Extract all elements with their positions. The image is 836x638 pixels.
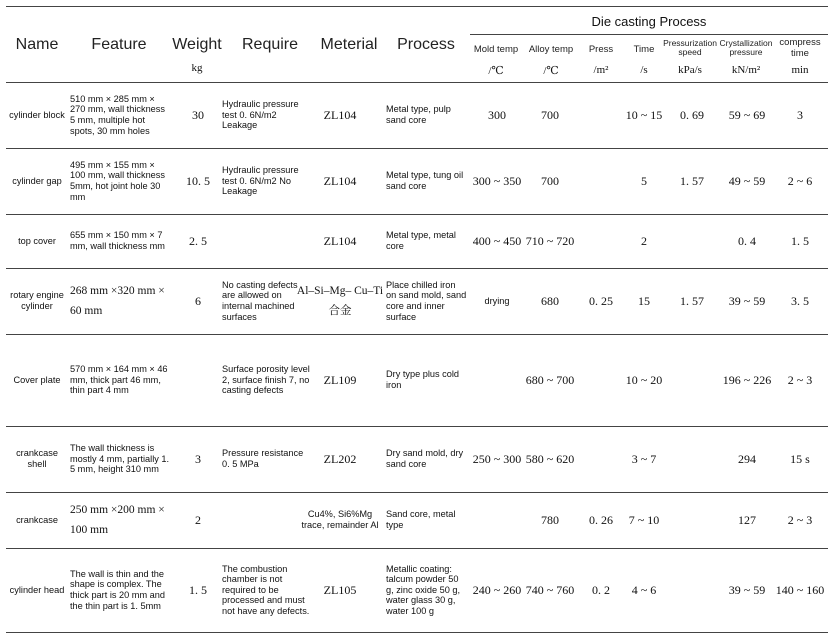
cell-feature: 495 mm × 155 mm × 100 mm, wall thickness 5mm, hot joint hole 30 mm [70, 159, 165, 202]
cell-feature: 510 mm × 285 mm × 270 mm, wall thickness 5 mm, multiple hot spots, 30 mm holes [70, 93, 165, 136]
cell-require: The combustion chamber is not required to be processed and must not have any defects. [222, 563, 310, 616]
cell-process: Metallic coating: talcum powder 50 g, zinc oxide 50 g, water glass 30 g, water 100 g [386, 563, 461, 616]
cell-crystallization-pressure: 127 [738, 512, 756, 527]
cell-alloy-temp: 710 ~ 720 [525, 233, 575, 248]
cell-mold-temp: drying [484, 295, 510, 306]
cell-material: ZL105 [323, 582, 357, 597]
cell-material: ZL109 [323, 372, 357, 387]
cell-name: cylinder block [9, 109, 65, 120]
header-compress-time-unit: min [791, 64, 809, 76]
sub-header-border [470, 34, 828, 35]
cell-compress-time: 2 ~ 3 [787, 372, 813, 387]
cell-time: 2 [641, 233, 647, 248]
cell-material: ZL104 [323, 107, 357, 122]
cell-compress-time: 3. 5 [791, 293, 809, 308]
cell-require: Hydraulic pressure test 0. 6N/m2 No Leakage [222, 165, 299, 197]
cell-alloy-temp: 780 [541, 512, 559, 527]
header-feature: Feature [91, 36, 147, 53]
cell-weight: 6 [195, 293, 201, 308]
cell-alloy-temp: 580 ~ 620 [525, 451, 575, 466]
cell-pressurization-speed: 1. 57 [680, 173, 704, 188]
cell-name: cylinder gap [12, 175, 62, 186]
top-border [6, 6, 828, 7]
cell-pressurization-speed [664, 214, 720, 268]
cell-mold-temp: 400 ~ 450 [472, 233, 522, 248]
cell-compress-time: 15 s [790, 451, 810, 466]
cell-process: Metal type, metal core [386, 230, 456, 251]
cell-alloy-temp: 680 [541, 293, 559, 308]
cell-time: 4 ~ 6 [631, 582, 657, 597]
cell-alloy-temp: 700 [541, 107, 559, 122]
cell-time: 10 ~ 20 [625, 372, 663, 387]
cell-weight: 2. 5 [189, 233, 207, 248]
header-time-unit: /s [640, 64, 648, 76]
cell-feature: 655 mm × 150 mm × 7 mm, wall thickness mm [70, 230, 165, 251]
cell-name: crankcase shell [16, 448, 58, 469]
cell-feature: 570 mm × 164 mm × 46 mm, thick part 46 mm, thin part 4 mm [70, 364, 168, 396]
header-press-unit: /m² [593, 64, 609, 76]
header-crystallization-pressure-unit: kN/m² [731, 64, 761, 76]
cell-material: ZL202 [323, 451, 357, 466]
cell-compress-time: 140 ~ 160 [775, 582, 825, 597]
cell-pressurization-speed [664, 426, 720, 492]
header-pressurization-speed: Pressurization speed [663, 37, 717, 57]
cell-compress-time: 1. 5 [791, 233, 809, 248]
cell-mold-temp: 240 ~ 260 [472, 582, 522, 597]
cell-feature: 250 mm ×200 mm × 100 mm [70, 504, 165, 536]
cell-press: 0. 26 [589, 512, 613, 527]
cell-weight: 1. 5 [189, 582, 207, 597]
cell-pressurization-speed [664, 492, 720, 548]
cell-material: Cu4%, Si6%Mg trace, remainder Al [301, 509, 379, 530]
header-process: Process [397, 36, 455, 53]
cell-compress-time: 3 [797, 107, 803, 122]
cell-name: rotary engine cylinder [10, 290, 64, 311]
cell-press: 0. 2 [592, 582, 610, 597]
cell-crystallization-pressure: 49 ~ 59 [728, 173, 766, 188]
cell-feature: The wall thickness is mostly 4 mm, partially 1. 5 mm, height 310 mm [70, 443, 170, 475]
cell-material: Al–Si–Mg– Cu–Ti 合金 [296, 285, 384, 317]
header-alloy-temp-unit: /℃ [543, 64, 559, 77]
cell-alloy-temp: 740 ~ 760 [525, 582, 575, 597]
cell-process: Sand core, metal type [386, 509, 456, 530]
cell-time: 3 ~ 7 [631, 451, 657, 466]
cell-weight: 3 [195, 451, 201, 466]
cell-mold-temp: 300 ~ 350 [472, 173, 522, 188]
cell-require: Hydraulic pressure test 0. 6N/m2 Leakage [222, 99, 299, 131]
cell-time: 7 ~ 10 [628, 512, 660, 527]
cell-mold-temp: 250 ~ 300 [472, 451, 522, 466]
cell-pressurization-speed [664, 548, 720, 632]
cell-crystallization-pressure: 39 ~ 59 [728, 582, 766, 597]
cell-name: top cover [18, 235, 56, 246]
cell-require: Surface porosity level 2, surface finish 7, no casting defects [222, 364, 310, 396]
cell-weight: 2 [195, 512, 201, 527]
cell-pressurization-speed [664, 334, 720, 426]
cell-require: Pressure resistance 0. 5 MPa [222, 448, 304, 469]
header-weight: Weight [172, 36, 222, 53]
header-die-casting-process: Die casting Process [591, 13, 707, 29]
cell-weight: 30 [192, 107, 204, 122]
cell-feature: 268 mm ×320 mm × 60 mm [70, 285, 165, 317]
cell-compress-time: 2 ~ 6 [787, 173, 813, 188]
header-alloy-temp: Alloy temp [528, 43, 574, 55]
cell-weight [172, 334, 224, 426]
cell-press [578, 214, 624, 268]
cell-feature: The wall is thin and the shape is complex. The thick part is 20 mm and the thin part is 1. 5mm [70, 568, 165, 611]
header-mold-temp-unit: /℃ [488, 64, 504, 77]
cell-crystallization-pressure: 294 [738, 451, 756, 466]
cell-require: No casting defects are allowed on internal machined surfaces [222, 279, 298, 322]
cell-crystallization-pressure: 196 ~ 226 [722, 372, 772, 387]
header-require: Require [241, 36, 299, 53]
header-material: Meterial [320, 36, 378, 53]
cell-crystallization-pressure: 0. 4 [738, 233, 756, 248]
cell-press [578, 82, 624, 148]
cell-crystallization-pressure: 59 ~ 69 [728, 107, 766, 122]
cell-mold-temp [468, 492, 526, 548]
cell-mold-temp [468, 334, 526, 426]
cell-compress-time: 2 ~ 3 [787, 512, 813, 527]
cell-material: ZL104 [323, 233, 357, 248]
cell-time: 15 [638, 293, 650, 308]
cell-time: 5 [641, 173, 647, 188]
cell-process: Dry type plus cold iron [386, 369, 460, 390]
header-pressurization-speed-unit: kPa/s [678, 64, 702, 76]
cell-pressurization-speed: 1. 57 [680, 293, 704, 308]
cell-process: Dry sand mold, dry sand core [386, 448, 464, 469]
header-compress-time: compress time [779, 37, 821, 59]
header-time: Time [633, 43, 655, 55]
cell-weight: 10. 5 [186, 173, 210, 188]
cell-alloy-temp: 700 [541, 173, 559, 188]
cell-press [578, 334, 624, 426]
cell-name: Cover plate [13, 374, 61, 385]
header-mold-temp: Mold temp [473, 43, 519, 55]
cell-alloy-temp: 680 ~ 700 [525, 372, 575, 387]
cell-crystallization-pressure: 39 ~ 59 [728, 293, 766, 308]
cell-press [578, 426, 624, 492]
cell-process: Metal type, tung oil sand core [386, 170, 464, 191]
cell-mold-temp: 300 [488, 107, 506, 122]
cell-material: ZL104 [323, 173, 357, 188]
cell-name: crankcase [16, 514, 58, 525]
row-divider [6, 632, 828, 633]
header-weight-unit: kg [191, 62, 203, 74]
cell-time: 10 ~ 15 [625, 107, 663, 122]
cell-process: Place chilled iron on sand mold, sand core and inner surface [386, 279, 467, 322]
cell-process: Metal type, pulp sand core [386, 104, 451, 125]
cell-pressurization-speed: 0. 69 [680, 107, 704, 122]
header-name: Name [15, 36, 59, 53]
cell-name: cylinder head [9, 584, 65, 595]
cell-press: 0. 25 [589, 293, 613, 308]
header-crystallization-pressure: Crystallization pressure [719, 37, 773, 57]
cell-press [578, 148, 624, 214]
header-press: Press [588, 43, 614, 55]
